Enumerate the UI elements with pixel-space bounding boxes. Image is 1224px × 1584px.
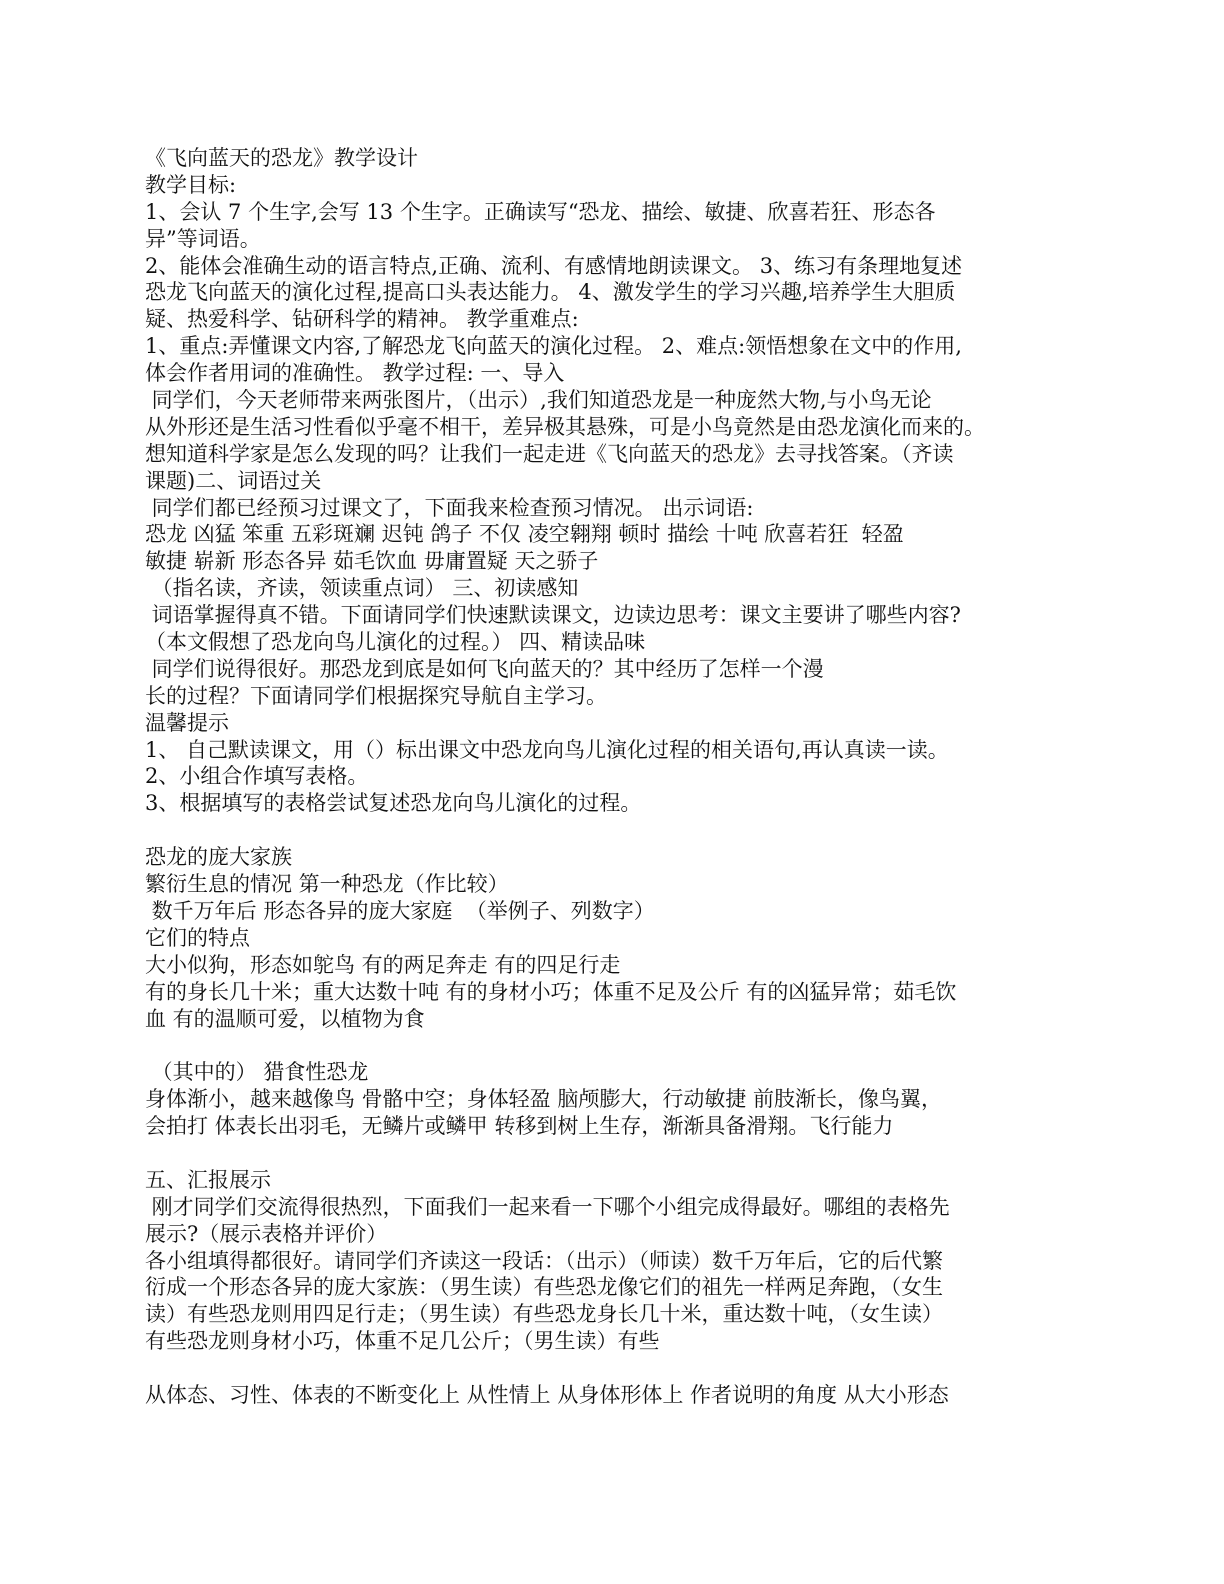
family-title: 恐龙的庞大家族 xyxy=(145,845,292,870)
tip-item: 1、 自己默读课文，用（）标出课文中恐龙向鸟儿演化过程的相关语句,再认真读一读。 xyxy=(145,737,949,762)
predator-line: 会拍打 体表长出羽毛，无鳞片或鳞甲 转移到树上生存，渐渐具备滑翔。飞行能力 xyxy=(145,1114,894,1139)
vocabulary-line: （指名读，齐读，领读重点词） 三、初读感知 xyxy=(145,576,579,601)
intro-paragraph-line: 想知道科学家是怎么发现的吗？让我们一起走进《飞向蓝天的恐龙》去寻找答案。（齐读 xyxy=(145,441,954,466)
first-reading-line: （本文假想了恐龙向鸟儿演化的过程。） 四、精读品味 xyxy=(145,630,646,655)
family-line: 它们的特点 xyxy=(145,925,250,950)
family-line: 有的身长几十米；重大达数十吨 有的身材小巧；体重不足及公斤 有的凶猛异常；茹毛饮 xyxy=(145,979,957,1004)
family-line: 血 有的温顺可爱，以植物为食 xyxy=(145,1006,425,1031)
family-line: 大小似狗，形态如鸵鸟 有的两足奔走 有的四足行走 xyxy=(145,952,621,977)
vocabulary-line: 恐龙 凶猛 笨重 五彩斑斓 迟钝 鸽子 不仅 凌空翱翔 顿时 描绘 十吨 欣喜若狂 轻盈 xyxy=(145,522,904,547)
intro-paragraph-line: 同学们，今天老师带来两张图片，（出示）,我们知道恐龙是一种庞然大物,与小鸟无论 xyxy=(145,388,932,413)
key-points-line: 1、重点:弄懂课文内容,了解恐龙飞向蓝天的演化过程。 2、难点:领悟想象在文中的作用, xyxy=(145,334,962,359)
first-reading-line: 词语掌握得真不错。下面请同学们快速默读课文，边读边思考：课文主要讲了哪些内容? xyxy=(145,603,961,628)
report-line: 读）有些恐龙则用四足行走；（男生读）有些恐龙身长几十米，重达数十吨，（女生读） xyxy=(145,1302,943,1327)
document-title: 《飞向蓝天的恐龙》教学设计 xyxy=(145,146,418,170)
objectives-heading: 教学目标: xyxy=(145,172,237,197)
report-line: 各小组填得都很好。请同学们齐读这一段话：（出示）（师读）数千万年后，它的后代繁 xyxy=(145,1248,943,1273)
report-line: 衍成一个形态各异的庞大家族：（男生读）有些恐龙像它们的祖先一样两足奔跑，（女生 xyxy=(145,1275,943,1300)
tips-heading: 温馨提示 xyxy=(145,710,229,735)
report-line: 刚才同学们交流得很热烈，下面我们一起来看一下哪个小组完成得最好。哪组的表格先 xyxy=(145,1194,950,1219)
predator-line: （其中的） 猎食性恐龙 xyxy=(145,1060,369,1085)
predator-line: 身体渐小，越来越像鸟 骨骼中空；身体轻盈 脑颅膨大，行动敏捷 前肢渐长，像鸟翼， xyxy=(145,1087,943,1112)
objective-line: 2、能体会准确生动的语言特点,正确、流利、有感情地朗读课文。 3、练习有条理地复述 xyxy=(145,253,963,278)
tip-item: 3、根据填写的表格尝试复述恐龙向鸟儿演化的过程。 xyxy=(145,791,642,816)
close-reading-line: 长的过程？下面请同学们根据探究导航自主学习。 xyxy=(145,683,607,708)
family-line: 数千万年后 形态各异的庞大家庭 （举例子、列数字） xyxy=(145,898,655,923)
report-line: 有些恐龙则身材小巧，体重不足几公斤；（男生读）有些 xyxy=(145,1329,660,1354)
report-heading: 五、汇报展示 xyxy=(145,1167,271,1192)
vocabulary-line: 同学们都已经预习过课文了，下面我来检查预习情况。 出示词语: xyxy=(145,495,754,520)
close-reading-line: 同学们说得很好。那恐龙到底是如何飞向蓝天的？其中经历了怎样一个漫 xyxy=(145,656,824,681)
intro-paragraph-line: 课题)二、词语过关 xyxy=(145,468,322,493)
objective-line: 异”等词语。 xyxy=(145,226,261,251)
family-line: 繁衍生息的情况 第一种恐龙（作比较） xyxy=(145,872,509,897)
vocabulary-line: 敏捷 崭新 形态各异 茹毛饮血 毋庸置疑 天之骄子 xyxy=(145,549,599,574)
objective-line: 疑、热爱科学、钻研科学的精神。 教学重难点: xyxy=(145,307,579,332)
perspective-line: 从体态、习性、体表的不断变化上 从性情上 从身体形体上 作者说明的角度 从大小形态 xyxy=(145,1382,949,1407)
objective-line: 恐龙飞向蓝天的演化过程,提高口头表达能力。 4、激发学生的学习兴趣,培养学生大胆质 xyxy=(145,280,956,305)
key-points-line: 体会作者用词的准确性。 教学过程: 一、导入 xyxy=(145,361,565,386)
report-line: 展示?（展示表格并评价） xyxy=(145,1221,388,1246)
document-page xyxy=(145,145,1095,1409)
tip-item: 2、小组合作填写表格。 xyxy=(145,764,369,789)
objective-line: 1、会认 7 个生字,会写 13 个生字。正确读写“恐龙、描绘、敏捷、欣喜若狂、形态各 xyxy=(145,199,936,224)
intro-paragraph-line: 从外形还是生活习性看似乎毫不相干，差异极其悬殊，可是小鸟竟然是由恐龙演化而来的。 xyxy=(145,414,985,439)
